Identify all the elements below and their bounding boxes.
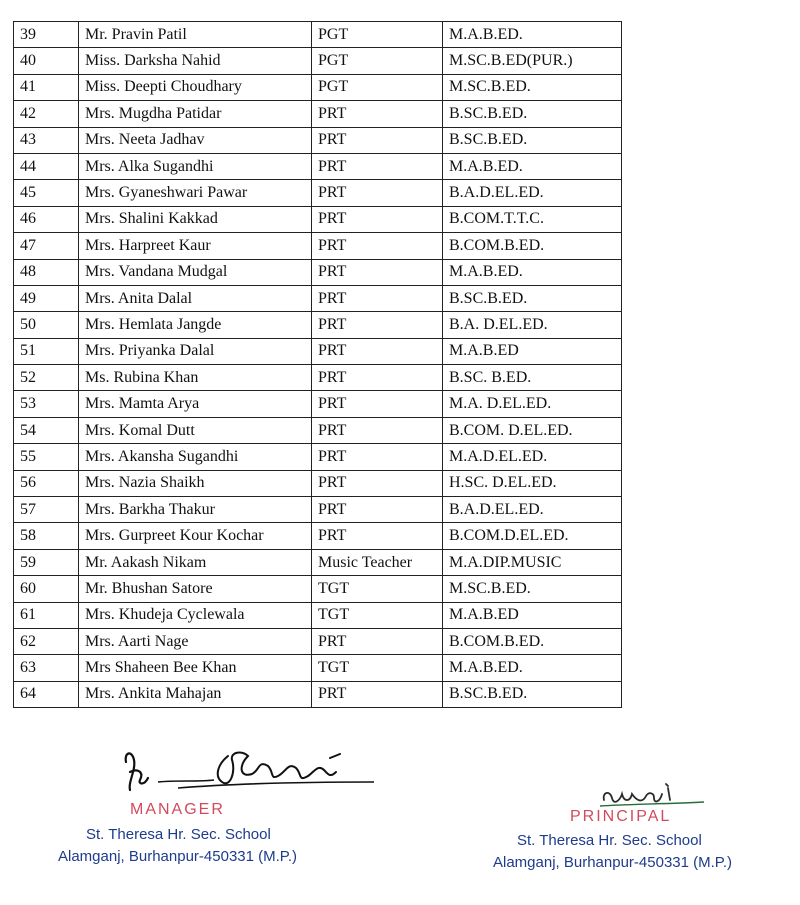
table-row: [14, 48, 622, 74]
table-row: [14, 153, 622, 179]
post-cell: PRT: [312, 180, 443, 206]
manager-school-name: St. Theresa Hr. Sec. School: [86, 826, 271, 843]
post-cell: TGT: [312, 576, 443, 602]
table-row: [14, 444, 622, 470]
post-cell: PRT: [312, 233, 443, 259]
teacher-name-cell: Mrs Shaheen Bee Khan: [79, 655, 312, 681]
teacher-name-cell: Ms. Rubina Khan: [79, 365, 312, 391]
post-cell: PRT: [312, 681, 443, 707]
qualification-cell: B.A. D.EL.ED.: [443, 312, 622, 338]
principal-school-address: Alamganj, Burhanpur-450331 (M.P.): [493, 854, 733, 871]
serial-number-cell: 63: [14, 655, 79, 681]
serial-number-cell: 64: [14, 681, 79, 707]
qualification-cell: M.A.B.ED.: [443, 22, 622, 48]
teacher-name-cell: Mrs. Gyaneshwari Pawar: [79, 180, 312, 206]
post-cell: Music Teacher: [312, 549, 443, 575]
teacher-name-cell: Mr. Aakash Nikam: [79, 549, 312, 575]
post-cell: PRT: [312, 153, 443, 179]
qualification-cell: M.A.B.ED: [443, 602, 622, 628]
post-cell: PRT: [312, 127, 443, 153]
post-cell: PRT: [312, 417, 443, 443]
table-row: [14, 391, 622, 417]
qualification-cell: B.A.D.EL.ED.: [443, 497, 622, 523]
teacher-name-cell: Mrs. Barkha Thakur: [79, 497, 312, 523]
qualification-cell: B.COM.B.ED.: [443, 233, 622, 259]
manager-role: MANAGER: [130, 801, 225, 818]
qualification-cell: M.SC.B.ED(PUR.): [443, 48, 622, 74]
teacher-name-cell: Mrs. Vandana Mudgal: [79, 259, 312, 285]
post-cell: PRT: [312, 391, 443, 417]
serial-number-cell: 61: [14, 602, 79, 628]
serial-number-cell: 48: [14, 259, 79, 285]
post-cell: PGT: [312, 74, 443, 100]
principal-role: PRINCIPAL: [570, 808, 672, 825]
qualification-cell: M.A.B.ED: [443, 338, 622, 364]
serial-number-cell: 42: [14, 101, 79, 127]
teacher-name-cell: Mrs. Mugdha Patidar: [79, 101, 312, 127]
serial-number-cell: 41: [14, 74, 79, 100]
qualification-cell: H.SC. D.EL.ED.: [443, 470, 622, 496]
teacher-name-cell: Mrs. Hemlata Jangde: [79, 312, 312, 338]
teacher-name-cell: Mr. Pravin Patil: [79, 22, 312, 48]
qualification-cell: M.SC.B.ED.: [443, 74, 622, 100]
serial-number-cell: 55: [14, 444, 79, 470]
table-row: [14, 22, 622, 48]
qualification-cell: M.A.B.ED.: [443, 259, 622, 285]
teacher-name-cell: Miss. Deepti Choudhary: [79, 74, 312, 100]
post-cell: PRT: [312, 285, 443, 311]
table-row: [14, 497, 622, 523]
serial-number-cell: 51: [14, 338, 79, 364]
teacher-name-cell: Mrs. Harpreet Kaur: [79, 233, 312, 259]
principal-school-name: St. Theresa Hr. Sec. School: [517, 832, 702, 849]
serial-number-cell: 53: [14, 391, 79, 417]
table-row: [14, 312, 622, 338]
teacher-name-cell: Mrs. Gurpreet Kour Kochar: [79, 523, 312, 549]
teacher-name-cell: Mrs. Akansha Sugandhi: [79, 444, 312, 470]
serial-number-cell: 47: [14, 233, 79, 259]
post-cell: PRT: [312, 312, 443, 338]
table-row: [14, 233, 622, 259]
table-row: [14, 365, 622, 391]
qualification-cell: B.COM. D.EL.ED.: [443, 417, 622, 443]
teacher-name-cell: Miss. Darksha Nahid: [79, 48, 312, 74]
qualification-cell: M.A.D.EL.ED.: [443, 444, 622, 470]
teacher-name-cell: Mrs. Khudeja Cyclewala: [79, 602, 312, 628]
qualification-cell: M.A.B.ED.: [443, 655, 622, 681]
serial-number-cell: 45: [14, 180, 79, 206]
table-row: [14, 101, 622, 127]
table-row: [14, 74, 622, 100]
table-row: [14, 523, 622, 549]
post-cell: PGT: [312, 48, 443, 74]
qualification-cell: B.SC.B.ED.: [443, 101, 622, 127]
post-cell: PRT: [312, 338, 443, 364]
serial-number-cell: 57: [14, 497, 79, 523]
table-row: [14, 470, 622, 496]
teacher-name-cell: Mrs. Komal Dutt: [79, 417, 312, 443]
staff-table-body: [14, 22, 622, 708]
serial-number-cell: 50: [14, 312, 79, 338]
qualification-cell: B.COM.T.T.C.: [443, 206, 622, 232]
serial-number-cell: 54: [14, 417, 79, 443]
qualification-cell: B.SC.B.ED.: [443, 127, 622, 153]
serial-number-cell: 52: [14, 365, 79, 391]
teacher-name-cell: Mrs. Anita Dalal: [79, 285, 312, 311]
qualification-cell: M.A. D.EL.ED.: [443, 391, 622, 417]
post-cell: PRT: [312, 497, 443, 523]
post-cell: PGT: [312, 22, 443, 48]
post-cell: PRT: [312, 206, 443, 232]
qualification-cell: B.SC. B.ED.: [443, 365, 622, 391]
serial-number-cell: 44: [14, 153, 79, 179]
post-cell: PRT: [312, 259, 443, 285]
qualification-cell: M.A.B.ED.: [443, 153, 622, 179]
table-row: [14, 206, 622, 232]
teacher-name-cell: Mrs. Mamta Arya: [79, 391, 312, 417]
table-row: [14, 285, 622, 311]
post-cell: PRT: [312, 470, 443, 496]
teacher-name-cell: Mrs. Aarti Nage: [79, 628, 312, 654]
teacher-name-cell: Mrs. Alka Sugandhi: [79, 153, 312, 179]
teacher-name-cell: Mr. Bhushan Satore: [79, 576, 312, 602]
teacher-name-cell: Mrs. Shalini Kakkad: [79, 206, 312, 232]
post-cell: PRT: [312, 523, 443, 549]
serial-number-cell: 60: [14, 576, 79, 602]
table-row: [14, 180, 622, 206]
table-row: [14, 417, 622, 443]
post-cell: PRT: [312, 628, 443, 654]
serial-number-cell: 62: [14, 628, 79, 654]
qualification-cell: B.SC.B.ED.: [443, 285, 622, 311]
table-row: [14, 549, 622, 575]
table-row: [14, 576, 622, 602]
manager-school-address: Alamganj, Burhanpur-450331 (M.P.): [58, 848, 298, 865]
serial-number-cell: 39: [14, 22, 79, 48]
serial-number-cell: 59: [14, 549, 79, 575]
serial-number-cell: 43: [14, 127, 79, 153]
post-cell: PRT: [312, 101, 443, 127]
table-row: [14, 681, 622, 707]
post-cell: TGT: [312, 655, 443, 681]
post-cell: TGT: [312, 602, 443, 628]
manager-signature: [118, 742, 378, 800]
qualification-cell: B.SC.B.ED.: [443, 681, 622, 707]
post-cell: PRT: [312, 444, 443, 470]
qualification-cell: B.A.D.EL.ED.: [443, 180, 622, 206]
serial-number-cell: 49: [14, 285, 79, 311]
teacher-name-cell: Mrs. Ankita Mahajan: [79, 681, 312, 707]
post-cell: PRT: [312, 365, 443, 391]
principal-signature: [598, 778, 708, 818]
table-row: [14, 602, 622, 628]
table-row: [14, 628, 622, 654]
staff-table: [13, 21, 622, 708]
serial-number-cell: 46: [14, 206, 79, 232]
qualification-cell: M.A.DIP.MUSIC: [443, 549, 622, 575]
teacher-name-cell: Mrs. Neeta Jadhav: [79, 127, 312, 153]
table-row: [14, 338, 622, 364]
qualification-cell: B.COM.B.ED.: [443, 628, 622, 654]
qualification-cell: M.SC.B.ED.: [443, 576, 622, 602]
qualification-cell: B.COM.D.EL.ED.: [443, 523, 622, 549]
teacher-name-cell: Mrs. Priyanka Dalal: [79, 338, 312, 364]
serial-number-cell: 58: [14, 523, 79, 549]
table-row: [14, 655, 622, 681]
serial-number-cell: 40: [14, 48, 79, 74]
teacher-name-cell: Mrs. Nazia Shaikh: [79, 470, 312, 496]
serial-number-cell: 56: [14, 470, 79, 496]
table-row: [14, 127, 622, 153]
table-row: [14, 259, 622, 285]
